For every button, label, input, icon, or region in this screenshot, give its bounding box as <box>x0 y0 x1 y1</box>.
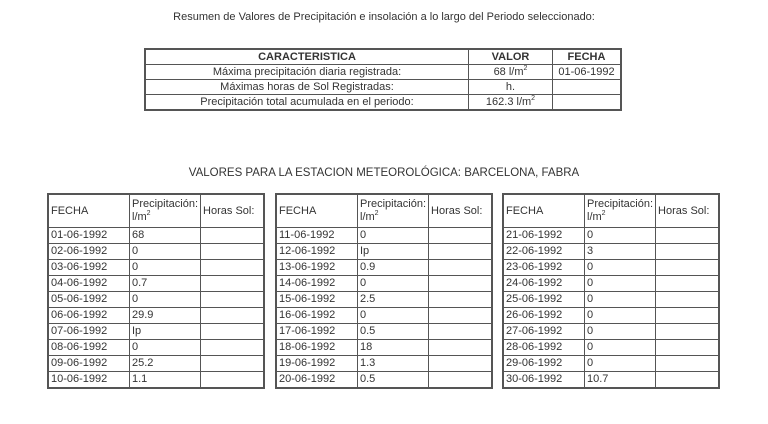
table-row <box>48 372 264 389</box>
summary-row-value: h. <box>469 80 553 95</box>
precip-cell: 0.7 <box>130 276 201 292</box>
precip-cell: 0 <box>585 324 656 340</box>
precip-cell: 18 <box>358 340 429 356</box>
precip-cell: 0 <box>585 276 656 292</box>
date-cell: 28-06-1992 <box>503 340 585 356</box>
precip-cell: 29.9 <box>130 308 201 324</box>
table-row <box>503 260 719 276</box>
daily-header-date: FECHA <box>503 194 585 228</box>
sun-cell <box>201 260 264 276</box>
precip-cell: 0.9 <box>358 260 429 276</box>
daily-header-precip: Precipitación: $l/m^2$ <box>585 194 656 228</box>
summary-row-value: 162.3 $l/m^2$ <box>469 95 553 111</box>
sun-cell <box>656 372 719 389</box>
sun-cell <box>429 340 492 356</box>
precip-cell: 3 <box>585 244 656 260</box>
summary-header-feature: CARACTERISTICA <box>145 49 469 65</box>
daily-table-2 <box>275 193 493 389</box>
precip-cell: 1.1 <box>130 372 201 389</box>
precip-cell: 0 <box>585 356 656 372</box>
sun-cell <box>201 324 264 340</box>
sun-cell <box>429 324 492 340</box>
date-cell: 07-06-1992 <box>48 324 130 340</box>
sun-cell <box>201 228 264 244</box>
date-cell: 26-06-1992 <box>503 308 585 324</box>
daily-header-sun: Horas Sol: <box>429 194 492 228</box>
precip-cell: 0 <box>585 308 656 324</box>
table-row <box>276 228 492 244</box>
summary-header-row <box>145 49 621 65</box>
precip-cell: 0 <box>130 244 201 260</box>
date-cell: 14-06-1992 <box>276 276 358 292</box>
sun-cell <box>429 260 492 276</box>
table-row <box>276 244 492 260</box>
date-cell: 02-06-1992 <box>48 244 130 260</box>
precip-cell: Ip <box>130 324 201 340</box>
station-title: VALORES PARA LA ESTACION METEOROLÓGICA: BARCELONA, FABRA <box>188 167 580 179</box>
date-cell: 21-06-1992 <box>503 228 585 244</box>
summary-row <box>145 95 621 111</box>
table-row <box>503 228 719 244</box>
table-row <box>503 276 719 292</box>
precip-cell: 0 <box>585 228 656 244</box>
sun-cell <box>429 276 492 292</box>
precip-cell: 0 <box>358 308 429 324</box>
date-cell: 08-06-1992 <box>48 340 130 356</box>
table-row <box>503 372 719 389</box>
table-row <box>276 340 492 356</box>
precip-cell: 0 <box>358 276 429 292</box>
precip-cell: 0 <box>585 292 656 308</box>
sun-cell <box>656 356 719 372</box>
table-row <box>48 276 264 292</box>
summary-table <box>144 48 622 111</box>
date-cell: 05-06-1992 <box>48 292 130 308</box>
date-cell: 06-06-1992 <box>48 308 130 324</box>
daily-header-row <box>48 194 264 228</box>
daily-header-sun: Horas Sol: <box>656 194 719 228</box>
table-row <box>48 244 264 260</box>
precip-cell: Ip <box>358 244 429 260</box>
precip-cell: 68 <box>130 228 201 244</box>
date-cell: 18-06-1992 <box>276 340 358 356</box>
table-row <box>276 372 492 389</box>
sun-cell <box>201 356 264 372</box>
date-cell: 30-06-1992 <box>503 372 585 389</box>
date-cell: 23-06-1992 <box>503 260 585 276</box>
table-row <box>276 260 492 276</box>
date-cell: 13-06-1992 <box>276 260 358 276</box>
summary-row-value: 68 $l/m^2$ <box>469 65 553 80</box>
date-cell: 03-06-1992 <box>48 260 130 276</box>
precip-cell: 0 <box>130 292 201 308</box>
summary-row-label: Máximas horas de Sol Registradas: <box>145 80 469 95</box>
table-row <box>48 356 264 372</box>
date-cell: 04-06-1992 <box>48 276 130 292</box>
date-cell: 15-06-1992 <box>276 292 358 308</box>
summary-row <box>145 80 621 95</box>
date-cell: 20-06-1992 <box>276 372 358 389</box>
sun-cell <box>429 308 492 324</box>
daily-header-precip: Precipitación: $l/m^2$ <box>130 194 201 228</box>
date-cell: 27-06-1992 <box>503 324 585 340</box>
sun-cell <box>429 244 492 260</box>
table-row <box>276 276 492 292</box>
summary-header-date: FECHA <box>553 49 622 65</box>
table-row <box>503 308 719 324</box>
daily-header-date: FECHA <box>48 194 130 228</box>
precip-cell: 0 <box>130 260 201 276</box>
daily-header-date: FECHA <box>276 194 358 228</box>
precip-cell: 0 <box>358 228 429 244</box>
date-cell: 25-06-1992 <box>503 292 585 308</box>
table-row <box>48 340 264 356</box>
sun-cell <box>201 340 264 356</box>
summary-title: Resumen de Valores de Precipitación e insolación a lo largo del Periodo seleccionado: <box>173 11 595 23</box>
precip-cell: 2.5 <box>358 292 429 308</box>
date-cell: 19-06-1992 <box>276 356 358 372</box>
summary-row <box>145 65 621 80</box>
precip-cell: 0.5 <box>358 324 429 340</box>
sun-cell <box>429 356 492 372</box>
date-cell: 09-06-1992 <box>48 356 130 372</box>
table-row <box>48 292 264 308</box>
summary-row-date <box>553 80 622 95</box>
table-row <box>48 260 264 276</box>
table-row <box>48 228 264 244</box>
daily-header-precip: Precipitación: $l/m^2$ <box>358 194 429 228</box>
daily-table-1 <box>47 193 265 389</box>
summary-row-date <box>553 95 622 111</box>
sun-cell <box>656 292 719 308</box>
date-cell: 17-06-1992 <box>276 324 358 340</box>
summary-row-label: Máxima precipitación diaria registrada: <box>145 65 469 80</box>
table-row <box>48 308 264 324</box>
date-cell: 22-06-1992 <box>503 244 585 260</box>
daily-header-row <box>503 194 719 228</box>
sun-cell <box>656 324 719 340</box>
date-cell: 29-06-1992 <box>503 356 585 372</box>
precip-cell: 0 <box>585 340 656 356</box>
table-row <box>48 324 264 340</box>
table-row <box>276 324 492 340</box>
date-cell: 16-06-1992 <box>276 308 358 324</box>
summary-row-label: Precipitación total acumulada en el periodo: <box>145 95 469 111</box>
sun-cell <box>201 292 264 308</box>
date-cell: 10-06-1992 <box>48 372 130 389</box>
sun-cell <box>656 244 719 260</box>
date-cell: 24-06-1992 <box>503 276 585 292</box>
sun-cell <box>429 292 492 308</box>
daily-table-3 <box>502 193 720 389</box>
table-row <box>503 356 719 372</box>
sun-cell <box>656 228 719 244</box>
daily-header-row <box>276 194 492 228</box>
date-cell: 11-06-1992 <box>276 228 358 244</box>
sun-cell <box>656 340 719 356</box>
table-row <box>276 292 492 308</box>
precip-cell: 10.7 <box>585 372 656 389</box>
precip-cell: 1.3 <box>358 356 429 372</box>
sun-cell <box>656 308 719 324</box>
table-row <box>503 292 719 308</box>
sun-cell <box>201 276 264 292</box>
precip-cell: 0 <box>130 340 201 356</box>
daily-header-sun: Horas Sol: <box>201 194 264 228</box>
table-row <box>503 340 719 356</box>
sun-cell <box>656 260 719 276</box>
sun-cell <box>429 228 492 244</box>
summary-header-value: VALOR <box>469 49 553 65</box>
sun-cell <box>656 276 719 292</box>
table-row <box>503 244 719 260</box>
sun-cell <box>429 372 492 389</box>
sun-cell <box>201 308 264 324</box>
precip-cell: 0.5 <box>358 372 429 389</box>
precip-cell: 25.2 <box>130 356 201 372</box>
table-row <box>503 324 719 340</box>
sun-cell <box>201 244 264 260</box>
sun-cell <box>201 372 264 389</box>
table-row <box>276 308 492 324</box>
date-cell: 01-06-1992 <box>48 228 130 244</box>
table-row <box>276 356 492 372</box>
precip-cell: 0 <box>585 260 656 276</box>
summary-row-date: 01-06-1992 <box>553 65 622 80</box>
date-cell: 12-06-1992 <box>276 244 358 260</box>
